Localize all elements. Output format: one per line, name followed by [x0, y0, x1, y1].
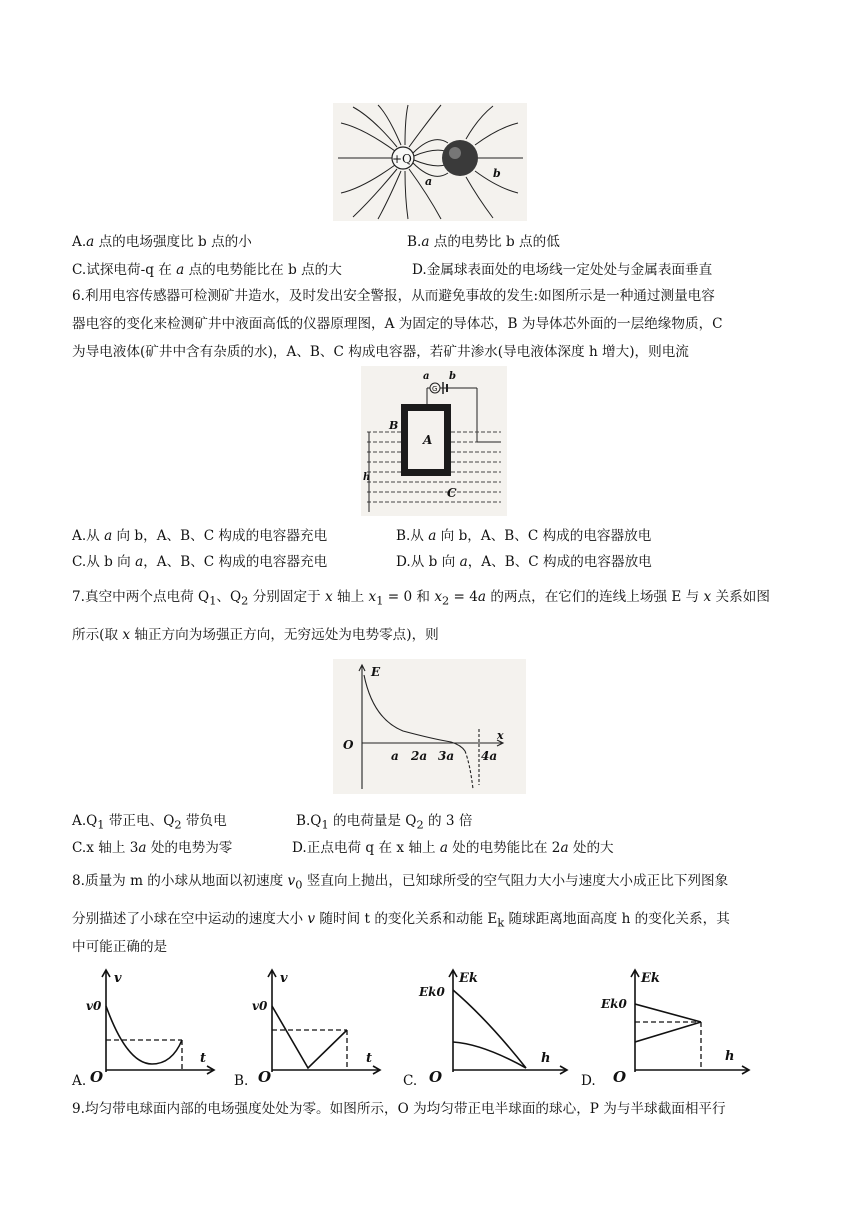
origin-label: O — [429, 1068, 443, 1086]
e-axis-label: E — [371, 665, 381, 679]
q9-stem-line-1: 9.均匀带电球面内部的电场强度处处为零。如图所示，O 为均匀带正电半球面的球心，P 为与半球截面相平行 — [72, 1101, 726, 1117]
v-axis-label: v — [114, 971, 122, 986]
v0-label: v0 — [252, 999, 268, 1013]
q6-option-c: C.从 b 向 a，A、B、C 构成的电容器充电 — [72, 554, 328, 570]
figure-capacitor-sensor — [361, 366, 507, 516]
q5-option-d: D.金属球表面处的电场线一定处处与金属表面垂直 — [412, 262, 713, 278]
tick-3a: 3a — [438, 749, 455, 763]
ek0-label: Ek0 — [601, 997, 627, 1011]
figure-e-x-graph — [333, 659, 526, 794]
q6-stem-line-2: 器电容的变化来检测矿井中液面高低的仪器原理图，A 为固定的导体芯，B 为导体芯外面的一层绝缘物质，C — [72, 316, 723, 332]
depth-h-label: h — [363, 472, 371, 483]
v0-label: v0 — [86, 999, 102, 1013]
q8-stem-line-3: 中可能正确的是 — [72, 939, 168, 955]
liquid-c-label: C — [447, 486, 457, 500]
h-axis-label: h — [541, 1051, 551, 1066]
q5-option-a: A.a 点的电场强度比 b 点的小 — [72, 234, 252, 250]
q8-stem-line-2: 分别描述了小球在空中运动的速度大小 v 随时间 t 的变化关系和动能 $E_k$ 随球距离地面高度 h 的变化关系，其 — [72, 911, 730, 930]
insulator-b-label: B — [389, 419, 399, 432]
q8-option-d-graph — [581, 964, 761, 1090]
q8-option-c-label: C. — [403, 1073, 418, 1089]
t-axis-label: t — [200, 1051, 207, 1066]
galvanometer-icon: G — [432, 385, 438, 393]
ek-axis-label: Ek — [641, 971, 660, 986]
v-axis-label: v — [280, 971, 288, 986]
ek0-label: Ek0 — [419, 985, 445, 999]
figure-field-lines — [333, 103, 527, 221]
origin-label: O — [343, 738, 354, 752]
origin-label: O — [90, 1068, 104, 1086]
tick-4a: 4a — [481, 749, 498, 763]
charge-label: +Q — [392, 152, 412, 166]
origin-label: O — [613, 1068, 627, 1086]
q8-option-b-label: B. — [234, 1073, 249, 1089]
core-a-label: A — [423, 433, 433, 447]
q8-option-a-graph — [72, 964, 222, 1090]
q8-option-c-graph — [403, 964, 573, 1090]
q6-stem-line-3: 为导电液体(矿井中含有杂质的水)，A、B、C 构成电容器，若矿井渗水(导电液体深度 h 增大)，则电流 — [72, 344, 689, 360]
q8-option-a-label: A. — [72, 1073, 87, 1089]
q7-option-a: $A.Q_1$ 带正电、$Q_2$ 带负电 — [72, 813, 227, 832]
q6-option-b: B.从 a 向 b，A、B、C 构成的电容器放电 — [396, 528, 652, 544]
q5-option-b: B.a 点的电势比 b 点的低 — [407, 234, 560, 250]
point-b-label: b — [493, 167, 501, 180]
q8-option-b-graph — [234, 964, 384, 1090]
q8-option-d-label: D. — [581, 1073, 596, 1089]
q6-option-a: A.从 a 向 b，A、B、C 构成的电容器充电 — [72, 528, 328, 544]
q6-option-d: D.从 b 向 a，A、B、C 构成的电容器放电 — [396, 554, 652, 570]
q7-option-c: C.x 轴上 3a 处的电势为零 — [72, 840, 233, 856]
terminal-b-label: b — [449, 371, 456, 382]
q8-stem-line-1: 8.质量为 m 的小球从地面以初速度 $v_0$ 竖直向上抛出，已知球所受的空气阻力大小与速度大小成正比下列图象 — [72, 873, 729, 892]
x-axis-label: x — [497, 729, 504, 742]
q7-stem-line-2: 所示(取 x 轴正方向为场强正方向，无穷远处为电势零点)，则 — [72, 627, 439, 643]
h-axis-label: h — [725, 1049, 735, 1064]
tick-2a: 2a — [411, 749, 428, 763]
origin-label: O — [258, 1068, 272, 1086]
ek-axis-label: Ek — [459, 971, 478, 986]
tick-a: a — [391, 749, 399, 763]
q7-option-b: $B.Q_1$ 的电荷量是 $Q_2$ 的 3 倍 — [296, 813, 473, 832]
q7-stem-line-1: 7.真空中两个点电荷 $Q_1$、$Q_2$ 分别固定于 x 轴上 $x_1 = 0$ 和 $x_2 = 4a$ 的两点，在它们的连线上场强 E 与 x 关系如图 — [72, 589, 770, 608]
q5-option-c: C.试探电荷-q 在 a 点的电势能比在 b 点的大 — [72, 262, 342, 278]
t-axis-label: t — [366, 1051, 373, 1066]
q6-stem-line-1: 6.利用电容传感器可检测矿井造水，及时发出安全警报，从而避免事故的发生:如图所示是一种通过测量电容 — [72, 288, 715, 304]
point-a-label: a — [425, 175, 433, 188]
q7-option-d: D.正点电荷 q 在 x 轴上 a 处的电势能比在 2a 处的大 — [292, 840, 614, 856]
terminal-a-label: a — [423, 371, 430, 382]
